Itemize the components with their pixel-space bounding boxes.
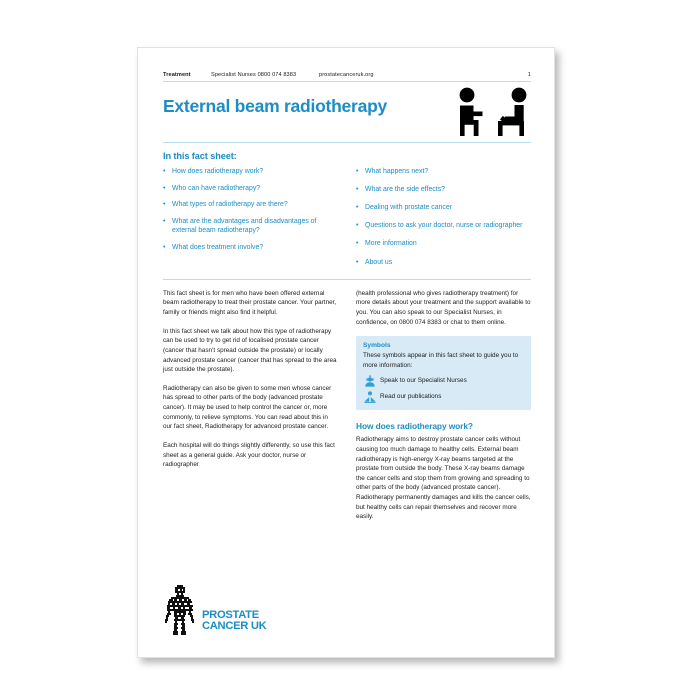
fact-sheet-page [137,47,555,658]
bullet-icon: • [163,168,166,175]
specialist-nurse-icon [363,375,377,387]
two-seated-people-icon [453,86,535,138]
symbols-item [363,375,524,387]
contents-link-label: What does treatment involve? [172,243,264,251]
prostate-cancer-uk-logo [163,585,266,635]
contents-link-label: Dealing with prostate cancer [365,204,452,212]
page-title: External beam radiotherapy [163,96,387,116]
bullet-icon: • [163,243,166,251]
bullet-icon: • [356,222,359,230]
symbols-box [356,336,531,410]
contents-link[interactable] [163,184,338,193]
contents-link[interactable] [356,221,531,230]
contents-link-label: What are the advantages and disadvantages of external beam radiotherapy? [172,217,317,234]
contents-link-label: More information [365,240,417,248]
contents-link-label: How does radiotherapy work? [172,168,264,175]
body-left-column [163,289,338,522]
contents-link[interactable] [356,258,531,267]
contents-link-label: Who can have radiotherapy? [172,184,261,192]
header-helpline: Specialist Nurses 0800 074 8383 [211,72,297,78]
bullet-icon: • [163,184,166,192]
body-paragraph: (health professional who gives radiotherapy treatment) for more details about your treatment and the support available to you. You can also speak to our Specialist Nurses, in confidence, on 0800 074 8383 or chat to them online. [356,289,531,326]
contents-columns [163,167,531,276]
logo-line-2: CANCER UK [202,620,267,633]
contents-link-label: What happens next? [365,168,429,175]
title-divider [163,142,531,143]
contents-link-label: Questions to ask your doctor, nurse or radiographer [365,222,523,230]
publications-icon [363,391,377,403]
logo-line-1: PROSTATE [202,609,259,622]
body-paragraph: Radiotherapy can also be given to some men whose cancer has spread to other parts of the body (advanced prostate cancer). It may be used to help control the cancer or, more commonly, to relieve symptoms. You can read about this in our fact sheet, Radiotherapy for advanced prostate cancer. [163,384,332,431]
contents-link[interactable] [163,217,338,235]
contents-link[interactable] [356,239,531,248]
contents-link-label: What types of radiotherapy are there? [172,201,288,209]
body-right-column [356,289,531,522]
symbols-item [363,391,524,403]
contents-right-column [356,167,531,276]
symbols-item-label: Speak to our Specialist Nurses [380,377,467,385]
body-paragraph: Each hospital will do things slightly differently, so use this fact sheet as a general guide. Ask your doctor, nurse or radiographer [163,441,335,469]
contents-link[interactable] [163,200,338,209]
contents-link[interactable] [356,185,531,194]
contents-link[interactable] [356,203,531,212]
bullet-icon: • [163,201,166,209]
header-website: prostatecanceruk.org [319,72,374,78]
title-row [163,82,531,142]
symbols-title: Symbols [363,342,391,350]
bullet-icon: • [356,240,359,248]
page-content [163,72,531,522]
contents-link-label: About us [365,258,393,266]
contents-divider [163,279,531,280]
bullet-icon: • [356,204,359,212]
contents-link[interactable] [356,167,531,176]
contents-link[interactable] [163,167,338,176]
bullet-icon: • [356,258,359,266]
contents-link[interactable] [163,243,338,252]
contents-left-column [163,167,338,276]
page-header [163,72,531,81]
section-heading: How does radiotherapy work? [356,421,473,432]
bullet-icon: • [163,217,166,225]
pixel-man-logo-icon [163,585,197,635]
symbols-intro: These symbols appear in this fact sheet to guide you to more information: [363,352,519,369]
body-paragraph: This fact sheet is for men who have been offered external beam radiotherapy to treat their prostate cancer. Your partner, family or friends might also find it helpful. [163,289,337,316]
body-paragraph: In this fact sheet we talk about how this type of radiotherapy can be used to try to get rid of localised prostate cancer (cancer that hasn’t spread outside the prostate) or locally advanced prostate cancer (cancer that has spread to the area just outside the prostate). [163,327,337,374]
header-category: Treatment [163,72,191,78]
logo-wordmark [202,610,266,635]
contents-link-label: What are the side effects? [365,186,445,194]
body-columns [163,289,531,522]
contents-heading: In this fact sheet: [163,151,237,161]
section-paragraph: Radiotherapy aims to destroy prostate cancer cells without causing too much damage to healthy cells. External beam radiotherapy is high-energy X-ray beams targeted at the prostate from outside the body. These X-ray beams damage the cancer cells and stop them from growing and spreading to other parts of the body (advanced prostate cancer). Radiotherapy permanently damages and kills the cancer cells, but healthy cells can repair themselves and recover more easily. [356,436,531,521]
bullet-icon: • [356,186,359,194]
header-page-number: 1 [527,72,531,78]
symbols-item-label: Read our publications [380,393,442,401]
bullet-icon: • [356,168,359,175]
